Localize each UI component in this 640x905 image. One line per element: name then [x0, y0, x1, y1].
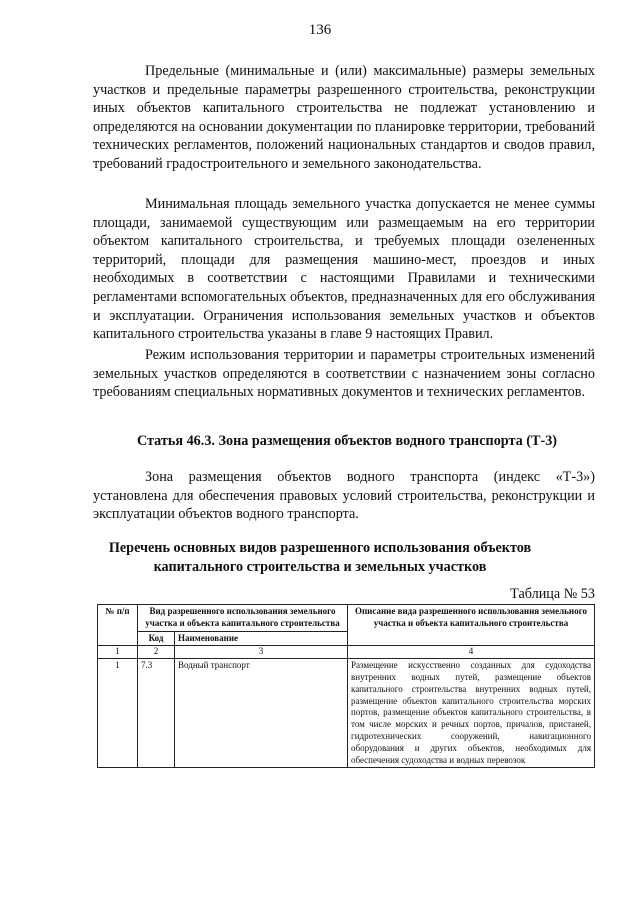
column-number: 4	[348, 646, 595, 659]
page-number: 136	[308, 22, 332, 38]
row-name: Водный транспорт	[175, 659, 348, 768]
column-number: 3	[175, 646, 348, 659]
article-heading: Статья 46.3. Зона размещения объектов водного транспорта (Т-3)	[136, 433, 558, 449]
header-code: Код	[138, 631, 175, 646]
list-heading	[0, 539, 640, 576]
permitted-use-table	[97, 604, 595, 768]
header-description: Описание вида разрешенного использования земельного участка и объекта капитального строительства	[348, 605, 595, 646]
table-row	[98, 659, 595, 768]
paragraph-1	[93, 62, 595, 174]
row-code: 7.3	[138, 659, 175, 768]
header-number: № п/п	[98, 605, 138, 646]
paragraph-2	[93, 195, 595, 344]
article-paragraph	[93, 468, 595, 524]
paragraph-3	[93, 346, 595, 402]
list-heading-line-1: Перечень основных видов разрешенного использования объектов	[108, 540, 532, 556]
table-label: Таблица № 53	[510, 586, 595, 602]
paragraph-text: Предельные (минимальные и (или) максимальные) размеры земельных участков и предельные параметры разрешенного строительства, реконструкции иных объектов капитального строительства не подлежат установлению и определяются на основании документации по планировке территории, требований технических регламентов, положений национальных стандартов и сводов правил, требований градостроительного и земельного законодательства.	[93, 63, 595, 172]
paragraph-text: Зона размещения объектов водного транспорта (индекс «Т-3») установлена для обеспечения правовых условий строительства, реконструкции и эксплуатации объектов водного транспорта.	[93, 469, 595, 523]
row-number: 1	[98, 659, 138, 768]
table-header-row	[98, 605, 595, 632]
list-heading-line-2: капитального строительства и земельных участков	[153, 558, 487, 575]
header-name: Наименование	[175, 631, 348, 646]
column-number-row	[98, 646, 595, 659]
column-number: 1	[98, 646, 138, 659]
header-use-type: Вид разрешенного использования земельного участка и объекта капитального строительства	[138, 605, 348, 632]
paragraph-text: Режим использования территории и параметры строительных изменений земельных участков определяются в соответствии с назначением зоны согласно требованиям специальных нормативных документов и технических регламентов.	[93, 347, 595, 401]
column-number: 2	[138, 646, 175, 659]
paragraph-text: Минимальная площадь земельного участка допускается не менее суммы площади, занимаемой существующим или размещаемым на его территории объектом капитального строительства, и требуемых площади озелененных территорий, площади для размещения машино-мест, проездов и иных необходимых в соответствии с настоящими Правилами и техническими регламентами вспомогательных объектов, предназначенных для его обслуживания и эксплуатации. Ограничения использования земельных участков и объектов капитального строительства указаны в главе 9 настоящих Правил.	[93, 196, 595, 343]
row-description: Размещение искусственно созданных для судоходства внутренних водных путей, размещение объектов капитального строительства внутренних водных путей, размещение объектов капитального строительства морских портов, размещение объектов капитального строительства, в том числе морских и речных портов, причалов, пристаней, гидротехнических сооружений, навигационного оборудования и других объектов, необходимых для обеспечения судоходства и водных перевозок	[348, 659, 595, 768]
